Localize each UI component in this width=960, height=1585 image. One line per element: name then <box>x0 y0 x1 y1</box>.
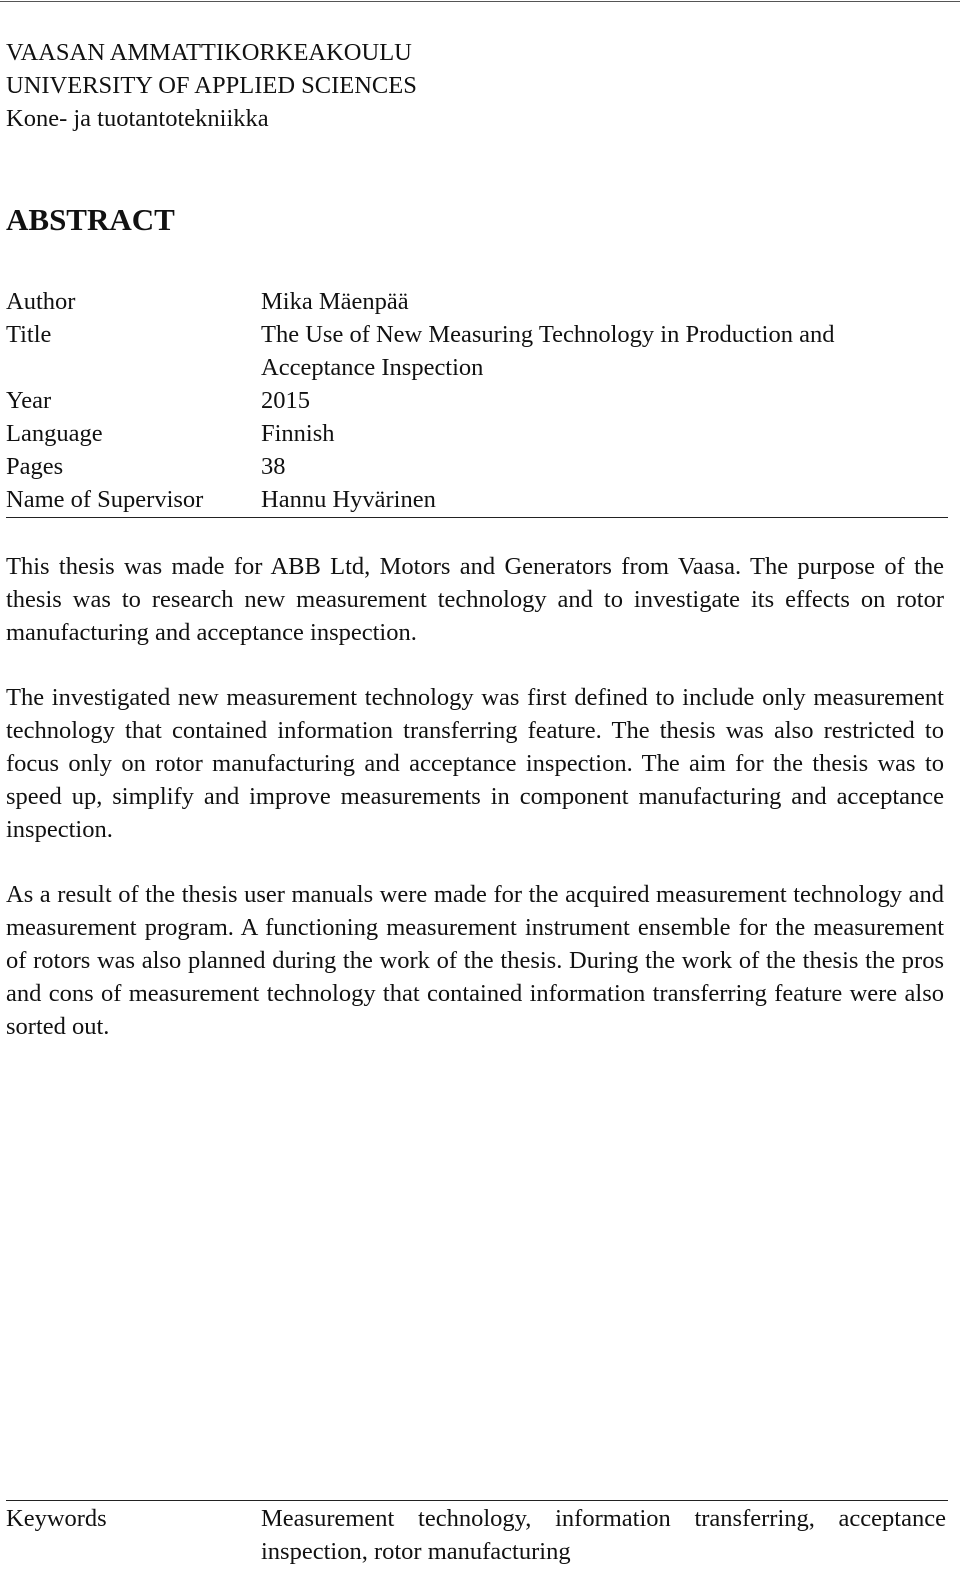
meta-row-author <box>6 285 946 318</box>
abstract-paragraph-2: The investigated new measurement technology was first defined to include only measurement technology that contained information transferring feature. The thesis was also restricted to focus only on rotor manufacturing and acceptance inspection. The aim for the thesis was to speed up, simplify and improve measurements in component manufacturing and acceptance inspection. <box>6 684 944 843</box>
title-value: The Use of New Measuring Technology in Production and Acceptance Inspection <box>261 321 835 381</box>
keywords-value: Measurement technology, information transferring, acceptance inspection, rotor manufacturing <box>261 1505 946 1565</box>
institution-name-english: UNIVERSITY OF APPLIED SCIENCES <box>6 72 417 99</box>
meta-row-year <box>6 384 946 417</box>
abstract-body <box>6 550 944 1075</box>
meta-row-title <box>6 318 946 384</box>
language-label: Language <box>6 420 103 447</box>
thesis-metadata <box>6 285 946 516</box>
author-label: Author <box>6 288 76 315</box>
top-border-line <box>0 1 960 2</box>
year-label: Year <box>6 387 52 414</box>
abstract-heading: ABSTRACT <box>6 202 175 237</box>
keywords-row <box>6 1502 946 1568</box>
department-name: Kone- ja tuotantotekniikka <box>6 105 269 132</box>
pages-label: Pages <box>6 453 64 480</box>
keywords-label: Keywords <box>6 1505 107 1532</box>
meta-row-language <box>6 417 946 450</box>
year-value: 2015 <box>261 387 310 414</box>
language-value: Finnish <box>261 420 335 447</box>
institution-name-finnish: VAASAN AMMATTIKORKEAKOULU <box>6 39 412 66</box>
supervisor-value: Hannu Hyvärinen <box>261 486 436 513</box>
metadata-divider <box>6 517 948 518</box>
pages-value: 38 <box>261 453 286 480</box>
title-label: Title <box>6 321 52 348</box>
meta-row-supervisor <box>6 483 946 516</box>
document-header <box>6 36 946 135</box>
abstract-paragraph-1: This thesis was made for ABB Ltd, Motors and Generators from Vaasa. The purpose of the thesis was to research new measurement technology and to investigate its effects on rotor manufacturing and acceptance inspection. <box>6 553 944 646</box>
meta-row-pages <box>6 450 946 483</box>
supervisor-label: Name of Supervisor <box>6 486 204 513</box>
author-value: Mika Mäenpää <box>261 288 409 315</box>
keywords-divider <box>6 1500 948 1501</box>
abstract-paragraph-3: As a result of the thesis user manuals were made for the acquired measurement technology and measurement program. A functioning measurement instrument ensemble for the measurement of rotors was also planned during the work of the thesis. During the work of the thesis the pros and cons of measurement technology that contained information transferring feature were also sorted out. <box>6 881 944 1040</box>
